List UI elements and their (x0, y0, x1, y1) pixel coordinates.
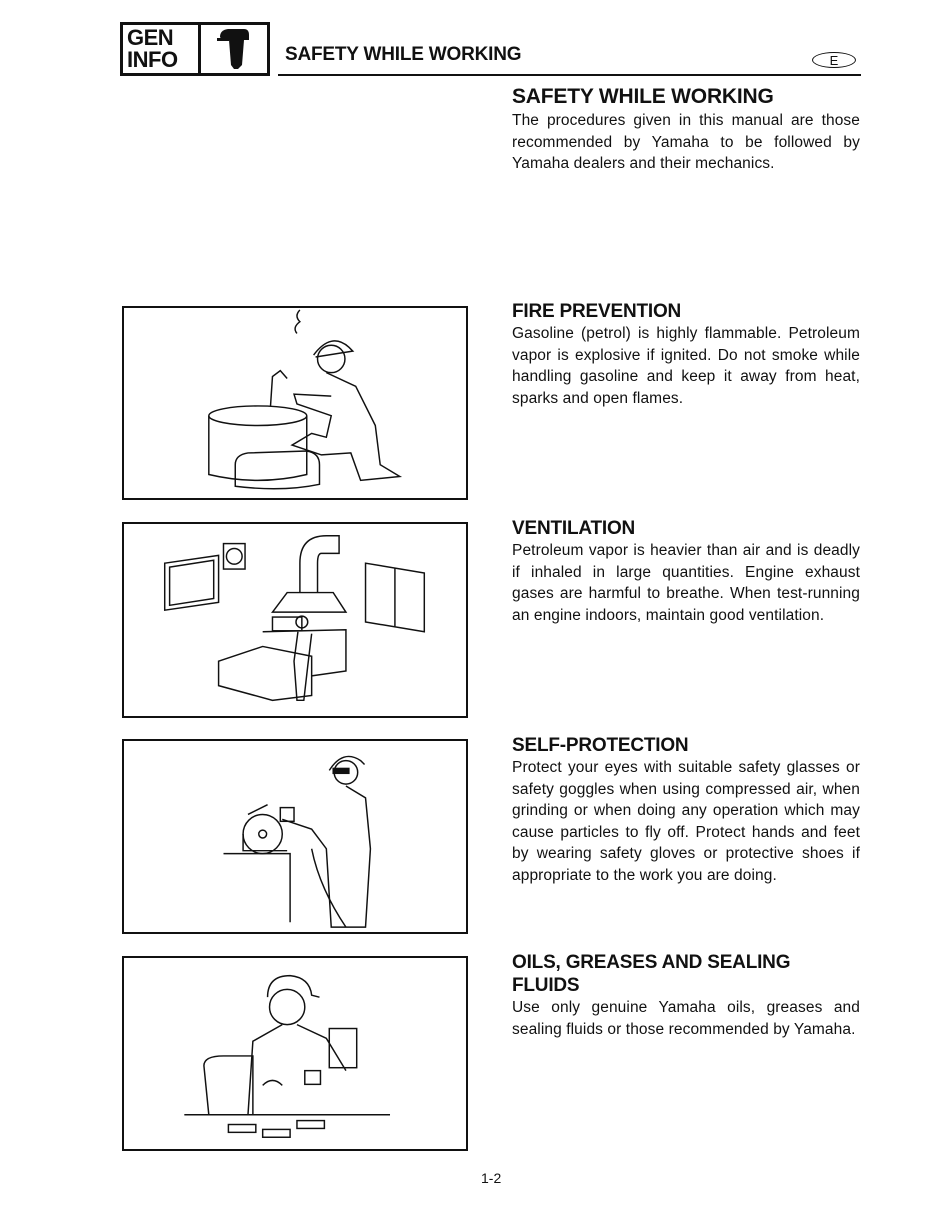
page-header-title: SAFETY WHILE WORKING (285, 44, 522, 65)
fire-prevention-illustration (122, 306, 468, 500)
section-oils-greases-sealing-fluids (512, 951, 860, 1040)
chapter-tab (120, 22, 270, 76)
oils-greases-illustration (122, 956, 468, 1151)
section-ventilation (512, 517, 860, 626)
section-heading: VENTILATION (512, 518, 636, 539)
section-body: Protect your eyes with suitable safety glasses or safety goggles when using compressed air, when grinding or when doing any operation which may cause particles to fly off. Protect hands and feet by wearing safety gloves or protective shoes if appropriate to the work you are doing. (512, 759, 860, 884)
header-rule (278, 74, 861, 76)
chapter-label (123, 25, 201, 73)
section-heading: SAFETY WHILE WORKING (512, 85, 774, 108)
self-protection-illustration (122, 739, 468, 934)
language-badge: E (812, 52, 856, 68)
outboard-motor-icon (201, 25, 267, 73)
section-body: Gasoline (petrol) is highly flammable. Petroleum vapor is explosive if ignited. Do not smoke while handling gasoline and keep it away from heat, sparks and open flames. (512, 325, 860, 407)
section-safety-while-working (512, 84, 860, 175)
page-number: 1-2 (481, 1170, 502, 1186)
section-heading: OILS, GREASES AND SEALING FLUIDS (512, 952, 791, 996)
section-self-protection (512, 734, 860, 887)
gen-label: GEN (127, 25, 174, 50)
section-fire-prevention (512, 300, 860, 409)
section-heading: FIRE PREVENTION (512, 301, 682, 322)
section-body: Petroleum vapor is heavier than air and is deadly if inhaled in large quantities. Engine exhaust gases are harmful to breathe. When test-running an engine indoors, maintain good ventilation. (512, 542, 860, 624)
section-body: Use only genuine Yamaha oils, greases and sealing fluids or those recommended by Yamaha. (512, 999, 860, 1038)
ventilation-illustration (122, 522, 468, 718)
section-body: The procedures given in this manual are those recommended by Yamaha to be followed by Yamaha dealers and their mechanics. (512, 112, 860, 173)
info-label: INFO (127, 47, 178, 72)
section-heading: SELF-PROTECTION (512, 735, 689, 756)
